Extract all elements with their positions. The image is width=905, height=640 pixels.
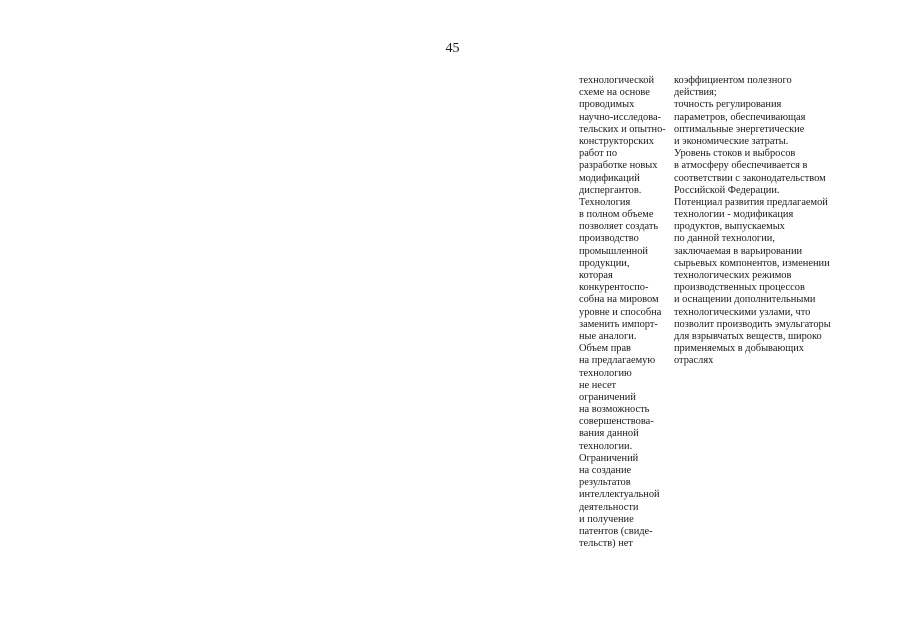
right-column-line: и экономические затраты. [674,135,789,147]
left-column-line: научно-исследова- [579,111,662,123]
right-column-line: соответствии с законодательством [674,172,826,184]
right-column-line: действия; [674,87,717,99]
left-column-line: не несет [579,379,617,391]
left-column-line: в полном объеме [579,209,654,221]
right-column-line: оптимальные энергетические [674,123,805,135]
left-column-line: уровне и способна [579,306,662,318]
left-column-line: диспергантов. [579,184,642,196]
left-column-line: промышленной [579,245,648,257]
left-column-line: Технология [579,196,631,208]
left-column-line: вания данной [579,428,639,440]
right-column-line: заключаемая в варьировании [674,245,803,257]
left-column-line: и получение [579,513,634,525]
right-column-line: продуктов, выпускаемых [674,221,785,233]
right-column-line: применяемых в добывающих [674,343,804,355]
right-column-line: сырьевых компонентов, изменении [674,257,830,269]
left-column-line: модификаций [579,172,640,184]
left-column-line: на создание [579,465,632,476]
left-column-line: интеллектуальной [579,489,660,501]
left-column-line: собна на мировом [579,294,659,306]
left-column-line: конкурентоспо- [579,282,649,294]
right-column-line: по данной технологии, [674,233,775,245]
left-text-column [579,75,669,550]
right-column-line: параметров, обеспечивающая [674,111,806,123]
right-column-line: в атмосферу обеспечивается в [674,160,808,172]
left-column-line: проводимых [579,99,635,111]
right-text-column [674,75,844,368]
right-column-line: производственных процессов [674,282,805,294]
left-column-line: схеме на основе [579,87,650,99]
left-column-line: технологической [579,75,655,86]
right-column-line: Потенциал развития предлагаемой [674,196,828,208]
right-column-line: коэффициентом полезного [674,75,792,86]
left-column-line: разработке новых [579,160,658,172]
right-column-line: отраслях [674,355,714,367]
left-column-line: на предлагаемую [579,355,656,367]
left-column-line: заменить импорт- [579,318,658,330]
left-column-line: технологии. [579,440,633,452]
left-column-line: тельских и опытно- [579,123,666,135]
left-column-line: которая [579,270,613,281]
left-column-line: Объем прав [579,343,631,355]
left-column-line: на возможность [579,404,650,416]
left-column-line: технологию [579,367,632,379]
left-column-line: ные аналоги. [579,330,637,342]
left-column-line: результатов [579,477,631,489]
left-column-line: работ по [579,148,618,160]
left-column-line: Ограничений [579,452,639,464]
right-column-line: Российской Федерации. [674,184,780,196]
left-column-line: позволяет создать [579,221,659,233]
left-column-line: производство [579,233,639,245]
left-column-line: конструкторских [579,135,654,147]
left-column-line: совершенствова- [579,416,654,428]
left-column-line: ограничений [579,391,636,403]
right-column-line: и оснащении дополнительными [674,294,816,306]
left-column-line: патентов (свиде- [579,525,653,537]
right-column-line: для взрывчатых веществ, широко [674,330,822,342]
right-column-line: технологических режимов [674,270,792,281]
right-column-line: технологическими узлами, что [674,306,811,318]
right-column-line: позволит производить эмульгаторы [674,318,831,330]
right-column-line: технологии - модификация [674,209,794,221]
right-column-line: Уровень стоков и выбросов [674,148,796,160]
left-column-line: тельств) нет [579,538,633,550]
left-column-line: продукции, [579,257,630,269]
page-number: 45 [445,41,460,56]
right-column-line: точность регулирования [674,99,782,111]
left-column-line: деятельности [579,501,639,513]
